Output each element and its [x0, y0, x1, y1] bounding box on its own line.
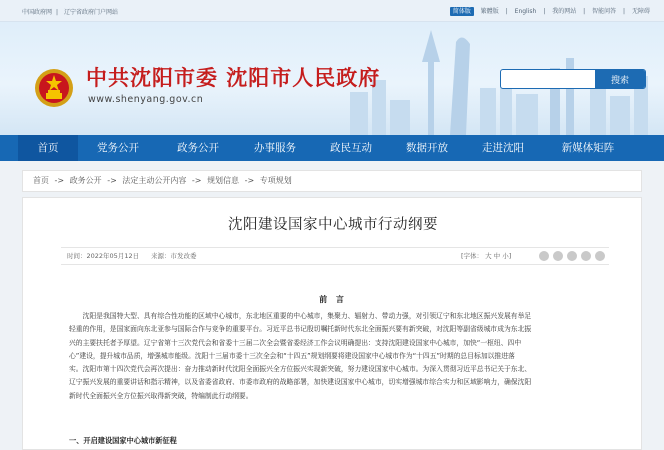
link-simplified[interactable]: 简体版: [450, 7, 474, 16]
search-input[interactable]: [501, 70, 596, 88]
preface-heading: 前 言: [319, 295, 347, 304]
share-icons: [535, 251, 605, 261]
search-box: [500, 69, 646, 89]
link-gov-cn[interactable]: 中国政府网: [22, 9, 53, 16]
link-traditional[interactable]: 繁體版: [480, 8, 499, 15]
publish-time: 时间：2022年05月12日: [67, 252, 140, 260]
wechat-icon[interactable]: [567, 251, 577, 261]
link-accessibility[interactable]: 无障碍: [631, 8, 650, 15]
nav-party-affairs[interactable]: 党务公开: [97, 142, 139, 154]
crumb-gov-affairs[interactable]: 政务公开: [69, 176, 102, 185]
font-size-switch[interactable]: [字体： 大 中 小]: [461, 252, 512, 260]
qq-icon[interactable]: [595, 251, 605, 261]
body-line: 辽宁振兴发展的重要讲话和指示精神，以及省委省政府、市委市政府的战略部署，加快建设国家中心城市，切实增强城市综合实力和区域影响力，确保沈阳: [69, 378, 532, 387]
weibo-icon[interactable]: [581, 251, 591, 261]
article-meta: [61, 247, 609, 265]
article-title: 沈阳建设国家中心城市行动纲要: [228, 217, 438, 233]
link-liaoning-gov[interactable]: 辽宁省政府门户网站: [63, 9, 118, 16]
search-button[interactable]: 搜索: [595, 70, 645, 88]
body-line: 实。沈阳市第十四次党代会再次提出：奋力推动新时代沈阳全面振兴全方位振兴实现新突破，努力建设国家中心城市。为深入贯彻习近平总书记关于东北、: [69, 365, 532, 374]
crumb-legal-disclosure[interactable]: 法定主动公开内容: [122, 176, 187, 185]
nav-services[interactable]: 办事服务: [254, 142, 296, 154]
crumb-planning-info[interactable]: 规划信息: [207, 176, 240, 185]
national-emblem-icon: [34, 68, 74, 108]
link-smart-qa[interactable]: 智能问答: [592, 8, 617, 15]
section-heading: 一、开启建设国家中心城市新征程: [69, 436, 177, 445]
nav-new-media[interactable]: 新媒体矩阵: [561, 142, 615, 154]
nav-about-shenyang[interactable]: 走进沈阳: [482, 142, 524, 154]
body-line: 沈阳是我国特大型、具有综合性功能的区域中心城市，东北地区重要的中心城市，集聚力、辐射力、带动力强，对引领辽宁和东北地区振兴发展有举足: [82, 312, 532, 320]
article-source: 来源：市发改委: [151, 252, 197, 260]
crumb-special-planning[interactable]: 专项规划: [259, 176, 292, 185]
share-icon[interactable]: [553, 251, 563, 261]
nav-home[interactable]: 首页: [18, 135, 78, 161]
site-url: www.shenyang.gov.cn: [88, 94, 204, 105]
crumb-home[interactable]: 首页: [33, 176, 49, 185]
article-panel: [22, 197, 642, 450]
main-nav: [0, 135, 664, 161]
body-line: 轻重的作用，是国家面向东北亚参与国际合作与竞争的重要平台。习近平总书记殷切嘱托新时代东北全面振兴要有新突破，对沈阳等副省级城市成为东北振: [69, 325, 532, 334]
link-english[interactable]: English: [514, 8, 537, 15]
site-title: 中共沈阳市委 沈阳市人民政府: [86, 65, 381, 90]
body-line: 新时代全面振兴全方位振兴取得新突破，特编制此行动纲要。: [69, 391, 253, 400]
article-body: [69, 310, 603, 403]
body-line: 心”建设，提升城市品质，增强城市能级。沈阳十三届市委十三次全会和“十四五”规划纲要将建设国家中心城市作为“十四五”时期的总目标加以推进落: [69, 351, 515, 360]
top-utility-bar: 中国政府网 | 辽宁省政府门户网站 简体版 繁體版 | English | 我的网站 | 智能问答 | 无障碍: [0, 0, 664, 22]
print-icon[interactable]: [539, 251, 549, 261]
header-banner: [0, 22, 664, 135]
nav-open-data[interactable]: 数据开放: [406, 142, 448, 154]
link-my-site[interactable]: 我的网站: [552, 8, 577, 15]
nav-interaction[interactable]: 政民互动: [330, 142, 372, 154]
nav-gov-affairs[interactable]: 政务公开: [177, 142, 219, 154]
breadcrumb: 首页 -> 政务公开 -> 法定主动公开内容 -> 规划信息 -> 专项规划: [22, 170, 642, 192]
body-line: 兴的主要扶托者予厚望。辽宁省第十三次党代会和省委十三届二次全会暨省委经济工作会议明确提出：支持沈阳建设国家中心城市，加快“一枢纽、四中: [69, 338, 522, 347]
